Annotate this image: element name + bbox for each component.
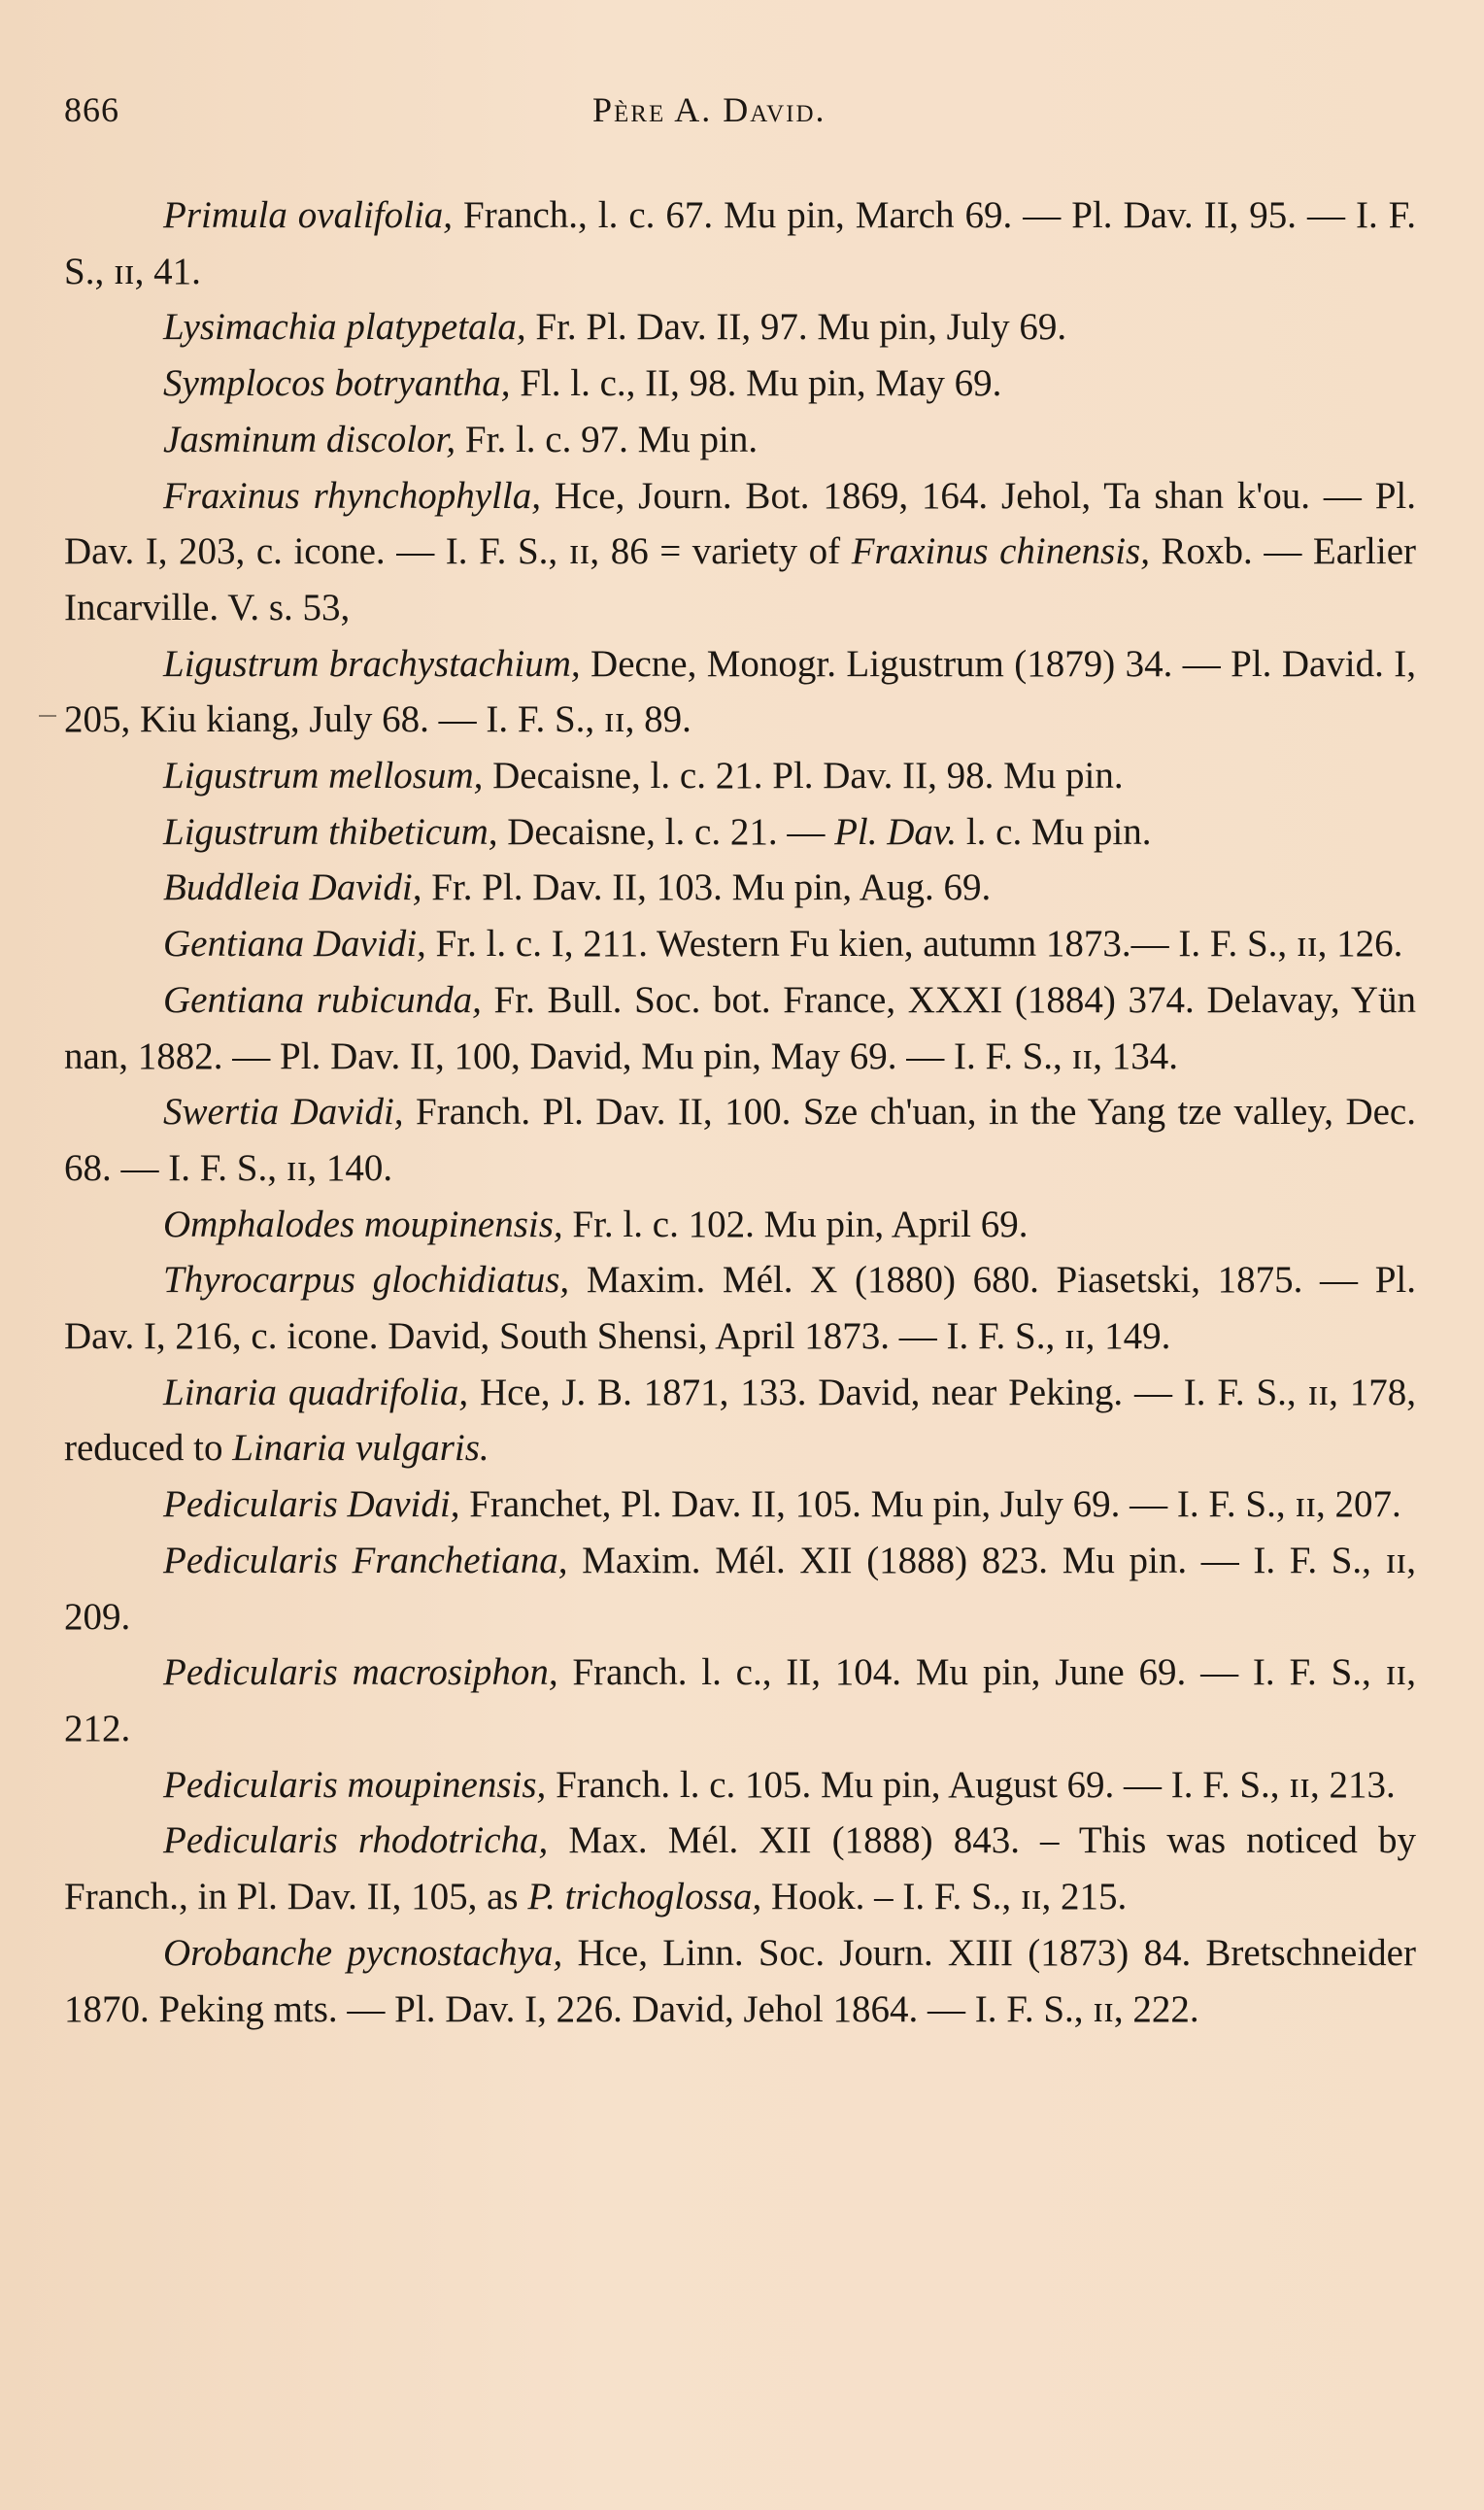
species-name: P. trichoglossa, [527, 1876, 762, 1918]
entry [64, 1365, 1416, 1476]
entry [64, 1084, 1416, 1196]
species-name: Pedicularis rhodotricha, [163, 1819, 549, 1862]
species-name: Pedicularis macrosiphon, [163, 1651, 558, 1694]
entry [64, 468, 1416, 636]
entry-text: l. c. Mu pin. [957, 810, 1152, 853]
entry-text: Hce, J. B. 1871, 133. David, near Peking. — I. F. S., ɪɪ, 178, reduced to [64, 1371, 1416, 1470]
entry-text: Hce, Journ. Bot. 1869, 164. Jehol, Ta shan k'ou. — Pl. Dav. I, 203, c. icone. — I. F. S., ɪɪ, 86 = variety of [64, 474, 1416, 573]
page-body [64, 187, 1416, 2037]
species-name: Linaria vulgaris. [232, 1427, 489, 1470]
entry [64, 1197, 1416, 1253]
entry-text: Decne, Monogr. Ligustrum (1879) 34. — Pl. David. I, 205, Kiu kiang, July 68. — I. F. S., ɪɪ, 89. [64, 642, 1416, 741]
species-name: Omphalodes moupinensis, [163, 1203, 563, 1245]
entry-text: Hook. – I. F. S., ɪɪ, 215. [761, 1876, 1128, 1918]
margin-mark [39, 715, 56, 717]
species-name: Gentiana rubicunda, [163, 978, 482, 1021]
species-name: Jasminum discolor, [163, 418, 456, 460]
species-name: Buddleia Davidi, [163, 866, 422, 909]
entry-text: Franch. l. c., II, 104. Mu pin, June 69. — I. F. S., ɪɪ, 212. [64, 1651, 1416, 1749]
entry-text: Fr. l. c. I, 211. Western Fu kien, autumn 1873.— I. F. S., ɪɪ, 126. [425, 923, 1403, 966]
entry-text: Decaisne, l. c. 21. Pl. Dav. II, 98. Mu pin. [483, 755, 1124, 797]
entry [64, 412, 1416, 468]
species-name: Linaria quadrifolia, [163, 1371, 469, 1413]
entry [64, 1813, 1416, 1924]
entry [64, 860, 1416, 916]
entry-text: Maxim. Mél. XII (1888) 823. Mu pin. — I. F. S., ɪɪ, 209. [64, 1539, 1416, 1638]
running-title: Père A. David. [592, 90, 826, 129]
entry-text: Hce, Linn. Soc. Journ. XIII (1873) 84. Bretschneider 1870. Peking mts. — Pl. Dav. I, 226. David, Jehol 1864. — I. F. S., ɪɪ, 222. [64, 1931, 1416, 2030]
species-name: Lysimachia platypetala, [163, 306, 526, 349]
entry-text: Franch., l. c. 67. Mu pin, March 69. — Pl. Dav. II, 95. — I. F. S., ɪɪ, 41. [64, 194, 1416, 292]
entry-text: Fr. Pl. Dav. II, 97. Mu pin, July 69. [525, 306, 1067, 349]
species-name: Ligustrum brachystachium, [163, 642, 581, 685]
entry [64, 299, 1416, 356]
species-name: Ligustrum thibeticum, [163, 810, 498, 853]
species-name: Ligustrum mellosum, [163, 755, 484, 797]
entry [64, 1645, 1416, 1756]
entry [64, 1476, 1416, 1533]
species-name: Pedicularis Franchetiana, [163, 1539, 568, 1581]
species-name: Thyrocarpus glochidiatus, [163, 1259, 570, 1302]
entry-text: Roxb. — Earlier Incarville. V. s. 53, [64, 530, 1416, 628]
entry-text: Decaisne, l. c. 21. — [497, 810, 835, 853]
entry [64, 972, 1416, 1084]
entry-text: Fr. l. c. 97. Mu pin. [455, 418, 759, 460]
entry [64, 1533, 1416, 1645]
entry-text: Franchet, Pl. Dav. II, 105. Mu pin, July 69. — I. F. S., ɪɪ, 207. [459, 1483, 1401, 1526]
reference-italic: Pl. Dav. [834, 810, 958, 853]
entry [64, 636, 1416, 748]
entry [64, 1252, 1416, 1364]
page-header [64, 89, 1414, 144]
entry [64, 804, 1416, 861]
species-name: Fraxinus rhynchophylla, [163, 474, 541, 517]
entry-text: Maxim. Mél. X (1880) 680. Piasetski, 1875. — Pl. Dav. I, 216, c. icone. David, South Shensi, April 1873. — I. F. S., ɪɪ, 149. [64, 1259, 1416, 1358]
species-name: Symplocos botryantha, [163, 362, 511, 405]
species-name: Pedicularis Davidi, [163, 1483, 460, 1526]
entry [64, 1925, 1416, 2037]
entry-text: Fl. l. c., II, 98. Mu pin, May 69. [510, 362, 1002, 405]
entry [64, 187, 1416, 299]
species-name: Orobanche pycnostachya, [163, 1931, 563, 1974]
entry-text: Fr. l. c. 102. Mu pin, April 69. [562, 1203, 1029, 1245]
species-name: Pedicularis moupinensis, [163, 1763, 547, 1806]
page-number: 866 [64, 90, 119, 129]
species-name: Gentiana Davidi, [163, 923, 426, 966]
species-name: Fraxinus chinensis, [851, 530, 1150, 573]
entry [64, 916, 1416, 972]
species-name: Primula ovalifolia, [163, 194, 454, 236]
entry [64, 356, 1416, 412]
entry-text: Franch. l. c. 105. Mu pin, August 69. — I. F. S., ɪɪ, 213. [546, 1763, 1396, 1806]
entry [64, 1757, 1416, 1814]
entry-text: Fr. Bull. Soc. bot. France, XXXI (1884) 374. Delavay, Yün nan, 1882. — Pl. Dav. II, 100, David, Mu pin, May 69. — I. F. S., ɪɪ, 134. [64, 978, 1416, 1077]
entry [64, 748, 1416, 804]
entry-text: Franch. Pl. Dav. II, 100. Sze ch'uan, in the Yang tze valley, Dec. 68. — I. F. S., ɪɪ, 140. [64, 1091, 1416, 1189]
entry-text: Max. Mél. XII (1888) 843. – This was noticed by Franch., in Pl. Dav. II, 105, as [64, 1819, 1416, 1918]
entry-text: Fr. Pl. Dav. II, 103. Mu pin, Aug. 69. [422, 866, 992, 909]
species-name: Swertia Davidi, [163, 1091, 404, 1134]
